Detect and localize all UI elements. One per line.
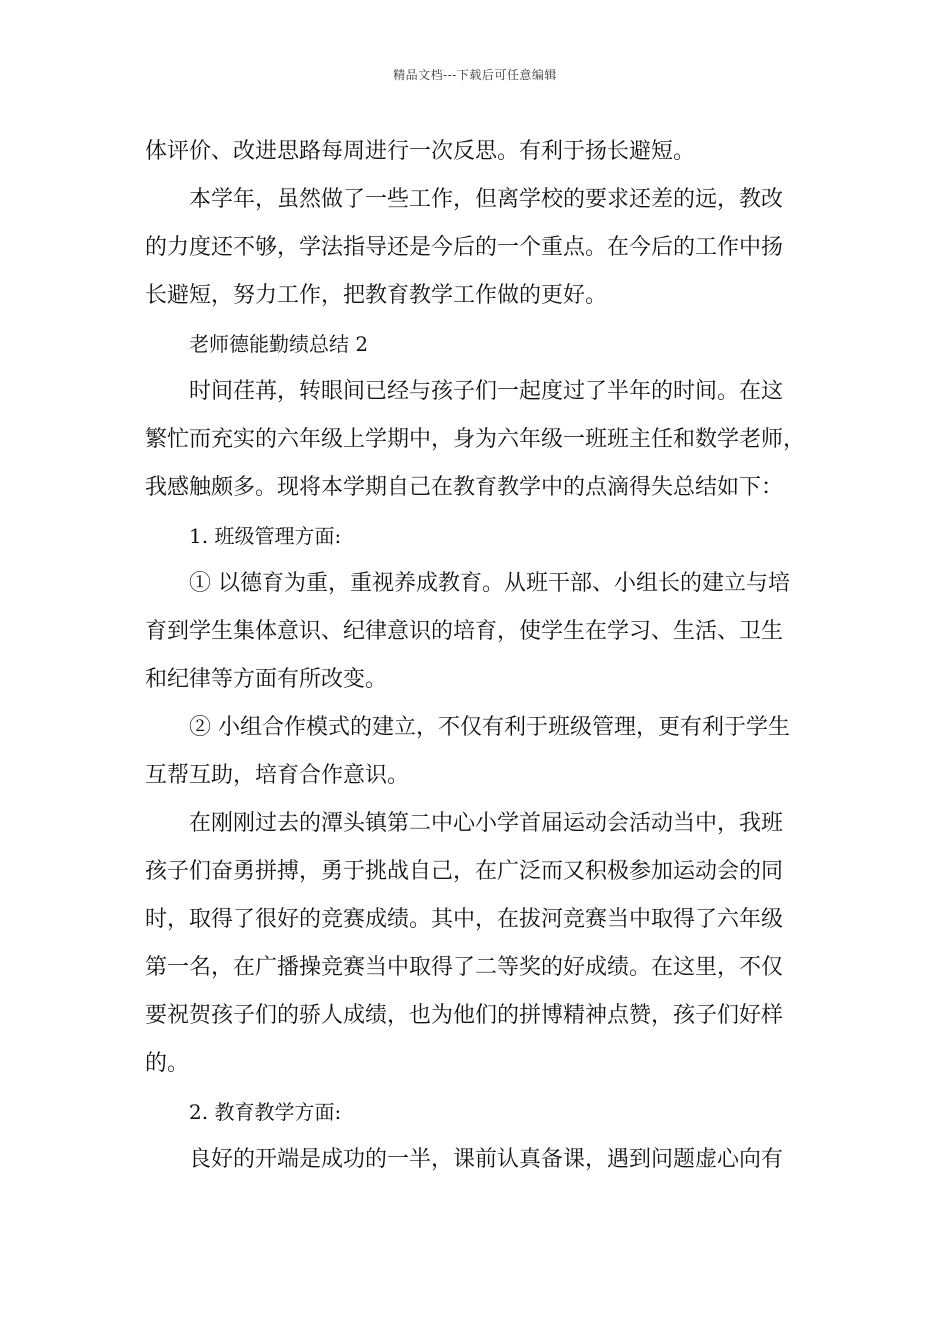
document-body bbox=[145, 128, 813, 1184]
text-line: 长避短，努力工作，把教育教学工作做的更好。 bbox=[145, 283, 608, 308]
text-line: ① 以德育为重，重视养成教育。从班干部、小组长的建立与培 bbox=[189, 571, 790, 596]
text-line: 本学年，虽然做了一些工作，但离学校的要求还差的远，教改 bbox=[189, 187, 784, 212]
text-line: 要祝贺孩子们的骄人成绩，也为他们的拼博精神点赞，孩子们好样 bbox=[145, 1003, 784, 1028]
text-line: 在刚刚过去的潭头镇第二中心小学首届运动会活动当中，我班 bbox=[189, 811, 784, 836]
text-line: 互帮互助，培育合作意识。 bbox=[145, 763, 410, 788]
text-line: 时，取得了很好的竞赛成绩。其中，在拔河竞赛当中取得了六年级 bbox=[145, 907, 784, 932]
text-line: ② 小组合作模式的建立，不仅有利于班级管理，更有利于学生 bbox=[189, 715, 790, 740]
text-line: 繁忙而充实的六年级上学期中，身为六年级一班班主任和数学老师， bbox=[145, 427, 806, 452]
text-line: 孩子们奋勇拼搏，勇于挑战自己，在广泛而又积极参加运动会的同 bbox=[145, 859, 784, 884]
text-line: 的。 bbox=[145, 1051, 190, 1076]
subsection-heading: 1. 班级管理方面: bbox=[189, 524, 342, 548]
text-line: 良好的开端是成功的一半，课前认真备课，遇到问题虚心向有 bbox=[189, 1147, 784, 1172]
section-title: 老师德能勤绩总结 2 bbox=[189, 332, 369, 356]
text-line: 体评价、改进思路每周进行一次反思。有利于扬长避短。 bbox=[145, 139, 696, 164]
text-line: 第一名，在广播操竞赛当中取得了二等奖的好成绩。在这里，不仅 bbox=[145, 955, 784, 980]
text-line: 育到学生集体意识、纪律意识的培育，使学生在学习、生活、卫生 bbox=[145, 619, 784, 644]
text-line: 时间荏苒，转眼间已经与孩子们一起度过了半年的时间。在这 bbox=[189, 379, 784, 404]
subsection-heading: 2. 教育教学方面: bbox=[189, 1100, 342, 1124]
text-line: 的力度还不够，学法指导还是今后的一个重点。在今后的工作中扬 bbox=[145, 235, 784, 260]
text-line: 和纪律等方面有所改变。 bbox=[145, 667, 388, 692]
page-header: 精品文档---下载后可任意编辑 bbox=[393, 68, 557, 82]
text-line: 我感触颇多。现将本学期自己在教育教学中的点滴得失总结如下： bbox=[145, 475, 784, 500]
